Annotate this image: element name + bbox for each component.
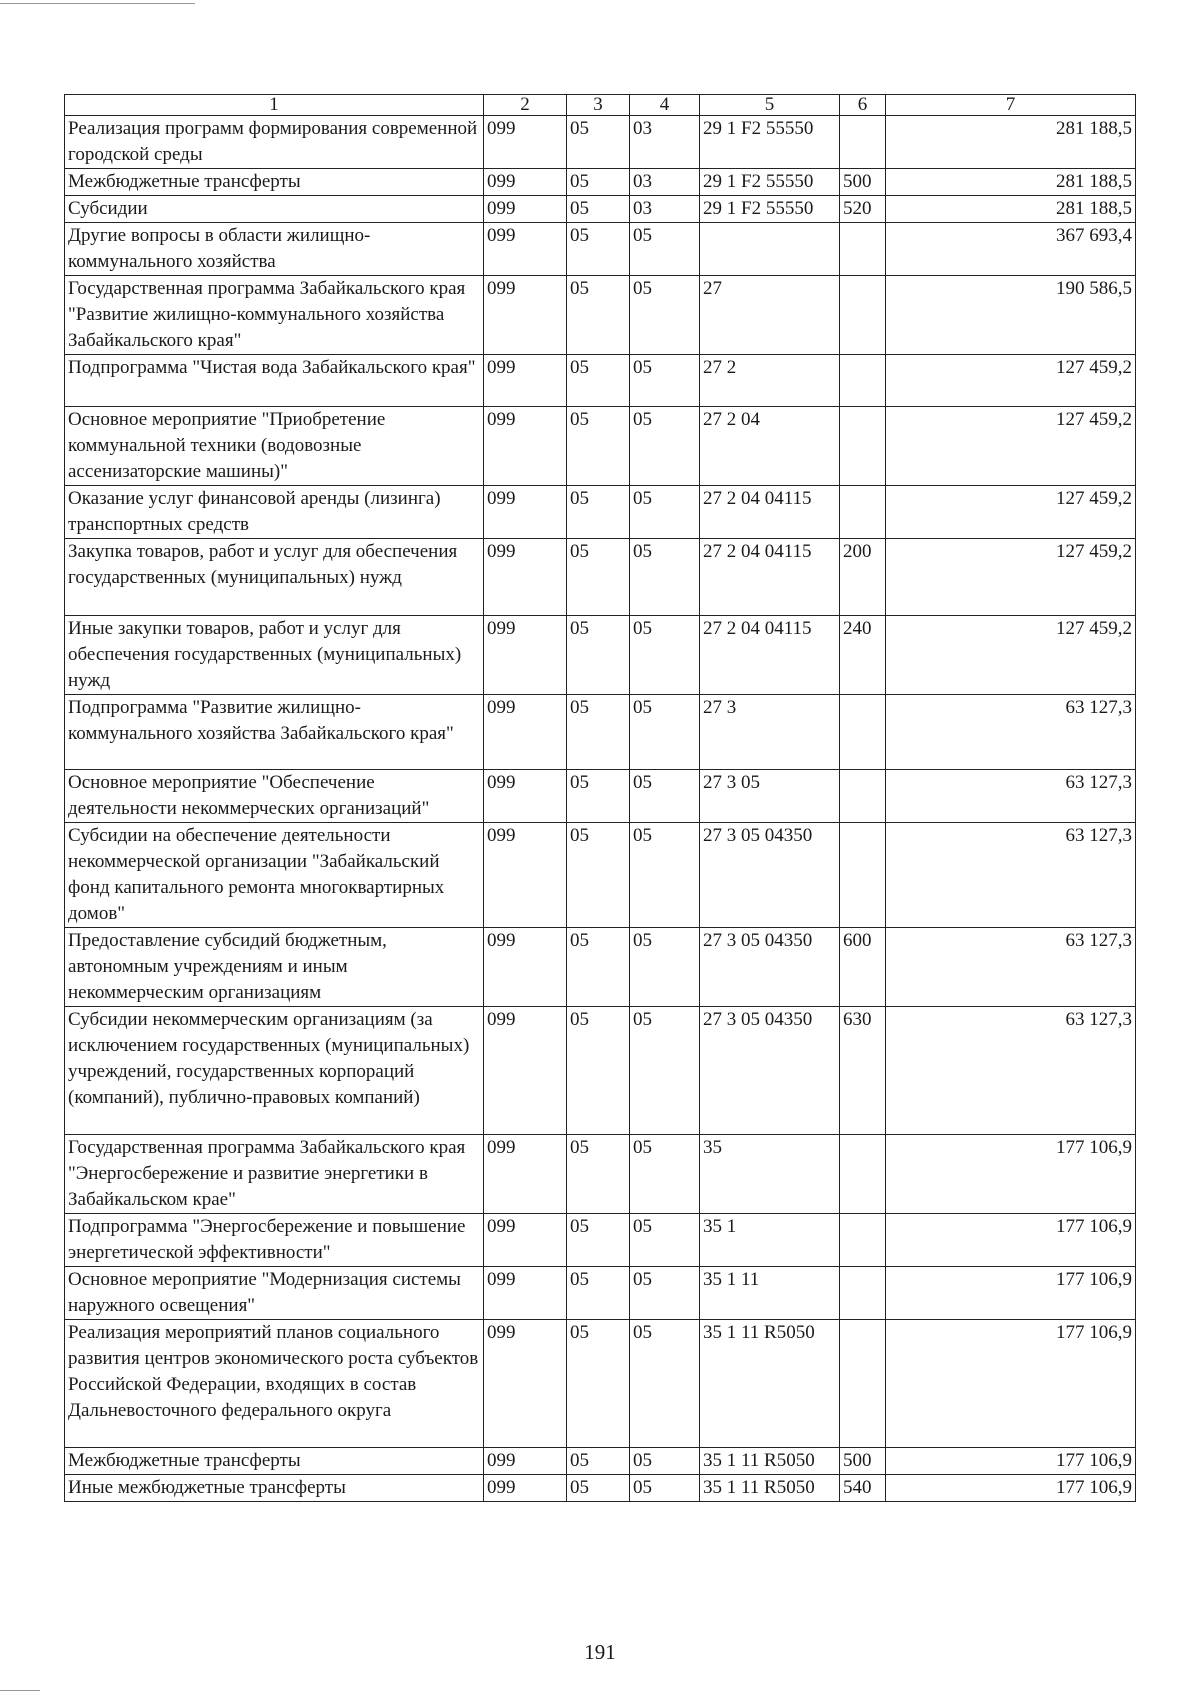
cell-admin-code: 099 [484, 116, 567, 169]
cell-expense-type: 240 [840, 616, 886, 695]
table-row [65, 1214, 1136, 1267]
cell-subsection: 05 [630, 276, 700, 355]
cell-name: Другие вопросы в области жилищно-коммунального хозяйства [65, 223, 484, 276]
cell-admin-code: 099 [484, 276, 567, 355]
cell-subsection: 05 [630, 1135, 700, 1214]
cell-name: Государственная программа Забайкальского края "Развитие жилищно-коммунального хозяйства Забайкальского края" [65, 276, 484, 355]
cell-name: Реализация программ формирования современной городской среды [65, 116, 484, 169]
table-row [65, 169, 1136, 196]
cell-section: 05 [567, 486, 630, 539]
cell-expense-type: 600 [840, 928, 886, 1007]
cell-name: Межбюджетные трансферты [65, 169, 484, 196]
table-row [65, 823, 1136, 928]
cell-amount: 281 188,5 [886, 196, 1136, 223]
cell-admin-code: 099 [484, 355, 567, 407]
cell-expense-type [840, 1267, 886, 1320]
table-row [65, 196, 1136, 223]
cell-expense-type [840, 407, 886, 486]
cell-amount: 281 188,5 [886, 116, 1136, 169]
header-col-1: 1 [65, 95, 484, 116]
table-row [65, 116, 1136, 169]
cell-expense-type [840, 770, 886, 823]
cell-section: 05 [567, 223, 630, 276]
cell-target-article: 27 2 04 04115 [700, 539, 840, 616]
cell-expense-type [840, 695, 886, 770]
cell-amount: 127 459,2 [886, 407, 1136, 486]
cell-amount: 281 188,5 [886, 169, 1136, 196]
cell-name: Субсидии некоммерческим организациям (за исключением государственных (муниципальных) учреждений, государственных корпораций (компаний), публично-правовых компаний) [65, 1007, 484, 1135]
cell-target-article: 27 2 04 04115 [700, 616, 840, 695]
cell-target-article: 35 1 11 [700, 1267, 840, 1320]
table-row [65, 1320, 1136, 1448]
cell-admin-code: 099 [484, 539, 567, 616]
table-row [65, 355, 1136, 407]
cell-amount: 63 127,3 [886, 770, 1136, 823]
cell-expense-type [840, 355, 886, 407]
cell-expense-type: 500 [840, 169, 886, 196]
table-row [65, 1007, 1136, 1135]
cell-subsection: 05 [630, 407, 700, 486]
cell-section: 05 [567, 1267, 630, 1320]
cell-expense-type: 200 [840, 539, 886, 616]
cell-name: Иные межбюджетные трансферты [65, 1475, 484, 1502]
cell-subsection: 03 [630, 169, 700, 196]
cell-amount: 177 106,9 [886, 1214, 1136, 1267]
cell-section: 05 [567, 539, 630, 616]
cell-section: 05 [567, 116, 630, 169]
cell-admin-code: 099 [484, 1267, 567, 1320]
cell-name: Реализация мероприятий планов социального развития центров экономического роста субъектов Российской Федерации, входящих в состав Дальневосточного федерального округа [65, 1320, 484, 1448]
table-row [65, 1135, 1136, 1214]
cell-section: 05 [567, 355, 630, 407]
table-row [65, 770, 1136, 823]
table-row [65, 1448, 1136, 1475]
header-col-5: 5 [700, 95, 840, 116]
cell-subsection: 05 [630, 355, 700, 407]
cell-target-article: 27 2 04 [700, 407, 840, 486]
cell-section: 05 [567, 1320, 630, 1448]
cell-name: Оказание услуг финансовой аренды (лизинга) транспортных средств [65, 486, 484, 539]
cell-subsection: 05 [630, 770, 700, 823]
cell-expense-type [840, 1320, 886, 1448]
cell-name: Подпрограмма "Чистая вода Забайкальского края" [65, 355, 484, 407]
cell-expense-type [840, 276, 886, 355]
cell-section: 05 [567, 823, 630, 928]
cell-name: Субсидии на обеспечение деятельности некоммерческой организации "Забайкальский фонд капитального ремонта многоквартирных домов" [65, 823, 484, 928]
cell-expense-type [840, 116, 886, 169]
cell-name: Предоставление субсидий бюджетным, автономным учреждениям и иным некоммерческим организациям [65, 928, 484, 1007]
cell-admin-code: 099 [484, 169, 567, 196]
cell-admin-code: 099 [484, 695, 567, 770]
cell-name: Иные закупки товаров, работ и услуг для обеспечения государственных (муниципальных) нужд [65, 616, 484, 695]
header-col-6: 6 [840, 95, 886, 116]
cell-subsection: 05 [630, 695, 700, 770]
cell-expense-type: 540 [840, 1475, 886, 1502]
cell-target-article: 27 2 [700, 355, 840, 407]
cell-target-article: 35 1 11 R5050 [700, 1320, 840, 1448]
header-col-2: 2 [484, 95, 567, 116]
cell-section: 05 [567, 1475, 630, 1502]
table-row [65, 616, 1136, 695]
cell-amount: 177 106,9 [886, 1135, 1136, 1214]
cell-section: 05 [567, 616, 630, 695]
cell-target-article: 27 3 05 [700, 770, 840, 823]
cell-target-article: 27 3 05 04350 [700, 1007, 840, 1135]
cell-expense-type: 500 [840, 1448, 886, 1475]
table-body [65, 116, 1136, 1502]
cell-admin-code: 099 [484, 928, 567, 1007]
cell-amount: 63 127,3 [886, 695, 1136, 770]
cell-name: Основное мероприятие "Обеспечение деятельности некоммерческих организаций" [65, 770, 484, 823]
cell-target-article: 27 3 [700, 695, 840, 770]
cell-admin-code: 099 [484, 407, 567, 486]
cell-target-article: 27 [700, 276, 840, 355]
table-row [65, 223, 1136, 276]
cell-subsection: 05 [630, 223, 700, 276]
cell-admin-code: 099 [484, 223, 567, 276]
header-row [65, 95, 1136, 116]
cell-section: 05 [567, 196, 630, 223]
table-row [65, 928, 1136, 1007]
cell-admin-code: 099 [484, 823, 567, 928]
cell-expense-type: 630 [840, 1007, 886, 1135]
cell-admin-code: 099 [484, 1135, 567, 1214]
cell-section: 05 [567, 928, 630, 1007]
cell-target-article: 35 1 [700, 1214, 840, 1267]
cell-name: Основное мероприятие "Приобретение коммунальной техники (водовозные ассенизаторские машины)" [65, 407, 484, 486]
header-col-4: 4 [630, 95, 700, 116]
table-row [65, 276, 1136, 355]
cell-amount: 177 106,9 [886, 1267, 1136, 1320]
cell-amount: 190 586,5 [886, 276, 1136, 355]
cell-expense-type [840, 1214, 886, 1267]
cell-target-article: 35 1 11 R5050 [700, 1448, 840, 1475]
cell-admin-code: 099 [484, 196, 567, 223]
cell-subsection: 03 [630, 196, 700, 223]
cell-target-article: 35 [700, 1135, 840, 1214]
cell-admin-code: 099 [484, 616, 567, 695]
table-row [65, 539, 1136, 616]
cell-subsection: 05 [630, 1267, 700, 1320]
cell-name: Основное мероприятие "Модернизация системы наружного освещения" [65, 1267, 484, 1320]
cell-subsection: 05 [630, 928, 700, 1007]
cell-admin-code: 099 [484, 770, 567, 823]
cell-amount: 177 106,9 [886, 1448, 1136, 1475]
cell-subsection: 05 [630, 1320, 700, 1448]
page-number: 191 [584, 1640, 616, 1664]
cell-subsection: 05 [630, 539, 700, 616]
cell-name: Подпрограмма "Развитие жилищно-коммунального хозяйства Забайкальского края" [65, 695, 484, 770]
cell-expense-type [840, 1135, 886, 1214]
cell-admin-code: 099 [484, 1475, 567, 1502]
cell-subsection: 05 [630, 1214, 700, 1267]
cell-section: 05 [567, 1135, 630, 1214]
cell-expense-type [840, 486, 886, 539]
cell-amount: 177 106,9 [886, 1320, 1136, 1448]
cell-amount: 127 459,2 [886, 355, 1136, 407]
cell-admin-code: 099 [484, 1214, 567, 1267]
cell-target-article: 29 1 F2 55550 [700, 169, 840, 196]
cell-section: 05 [567, 770, 630, 823]
cell-expense-type [840, 823, 886, 928]
scan-artifact-bottom [0, 1690, 40, 1691]
cell-target-article [700, 223, 840, 276]
table-row [65, 695, 1136, 770]
cell-subsection: 03 [630, 116, 700, 169]
budget-table [64, 94, 1136, 1502]
cell-amount: 367 693,4 [886, 223, 1136, 276]
cell-section: 05 [567, 1214, 630, 1267]
scan-artifact-top [0, 3, 195, 4]
cell-target-article: 29 1 F2 55550 [700, 116, 840, 169]
cell-section: 05 [567, 695, 630, 770]
cell-target-article: 29 1 F2 55550 [700, 196, 840, 223]
cell-subsection: 05 [630, 486, 700, 539]
cell-name: Субсидии [65, 196, 484, 223]
table-row [65, 407, 1136, 486]
cell-amount: 63 127,3 [886, 1007, 1136, 1135]
cell-expense-type: 520 [840, 196, 886, 223]
cell-admin-code: 099 [484, 1448, 567, 1475]
cell-amount: 127 459,2 [886, 616, 1136, 695]
table-row [65, 1267, 1136, 1320]
cell-target-article: 27 2 04 04115 [700, 486, 840, 539]
cell-target-article: 27 3 05 04350 [700, 928, 840, 1007]
cell-subsection: 05 [630, 1448, 700, 1475]
cell-expense-type [840, 223, 886, 276]
cell-name: Подпрограмма "Энергосбережение и повышение энергетической эффективности" [65, 1214, 484, 1267]
cell-subsection: 05 [630, 1007, 700, 1135]
cell-amount: 177 106,9 [886, 1475, 1136, 1502]
cell-section: 05 [567, 169, 630, 196]
cell-subsection: 05 [630, 823, 700, 928]
cell-amount: 127 459,2 [886, 486, 1136, 539]
cell-section: 05 [567, 276, 630, 355]
cell-amount: 63 127,3 [886, 823, 1136, 928]
cell-name: Государственная программа Забайкальского края "Энергосбережение и развитие энергетики в Забайкальском крае" [65, 1135, 484, 1214]
table-row [65, 1475, 1136, 1502]
cell-amount: 63 127,3 [886, 928, 1136, 1007]
header-col-3: 3 [567, 95, 630, 116]
cell-subsection: 05 [630, 1475, 700, 1502]
cell-admin-code: 099 [484, 486, 567, 539]
cell-section: 05 [567, 1007, 630, 1135]
header-col-7: 7 [886, 95, 1136, 116]
cell-subsection: 05 [630, 616, 700, 695]
cell-target-article: 27 3 05 04350 [700, 823, 840, 928]
cell-admin-code: 099 [484, 1007, 567, 1135]
cell-name: Закупка товаров, работ и услуг для обеспечения государственных (муниципальных) нужд [65, 539, 484, 616]
cell-name: Межбюджетные трансферты [65, 1448, 484, 1475]
table-row [65, 486, 1136, 539]
cell-target-article: 35 1 11 R5050 [700, 1475, 840, 1502]
cell-amount: 127 459,2 [886, 539, 1136, 616]
cell-section: 05 [567, 407, 630, 486]
cell-section: 05 [567, 1448, 630, 1475]
cell-admin-code: 099 [484, 1320, 567, 1448]
